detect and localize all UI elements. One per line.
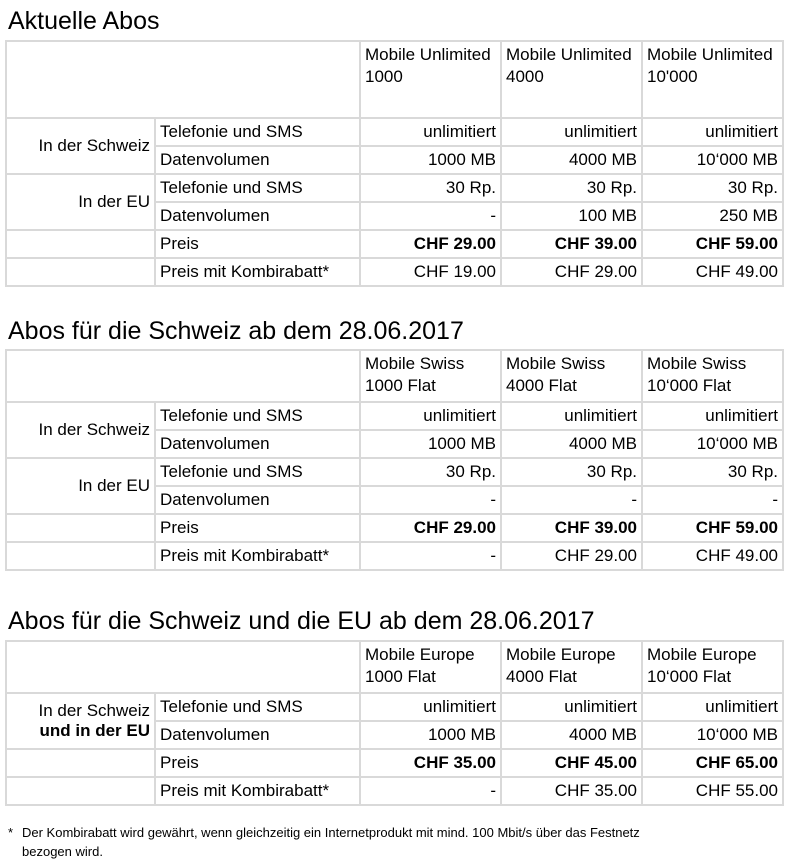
row-label: Datenvolumen (156, 722, 359, 748)
row-label: Preis (156, 515, 359, 541)
footnote-text: Der Kombirabatt wird gewährt, wenn gleichzeitig ein Internetprodukt mit mind. 100 Mbit/s über das Festnetz (22, 825, 640, 840)
value-cell: CHF 19.00 (361, 259, 500, 285)
row-label: Datenvolumen (156, 147, 359, 173)
table-row (7, 515, 782, 541)
footnote-line (8, 823, 778, 842)
blank-cell (7, 515, 154, 541)
table-row (7, 543, 782, 569)
value-cell: 1000 MB (361, 722, 500, 748)
value-cell: 4000 MB (502, 431, 641, 457)
value-cell: unlimitiert (643, 694, 782, 720)
footnote-text-continued: bezogen wird. (22, 844, 103, 859)
plan-header: Mobile Swiss 1000 Flat (361, 351, 500, 401)
plan-header: Mobile Swiss 10‘000 Flat (643, 351, 782, 401)
table-row (7, 231, 782, 257)
blank-cell (7, 750, 154, 776)
table-row (7, 175, 782, 201)
value-cell: 4000 MB (502, 722, 641, 748)
row-label: Telefonie und SMS (156, 694, 359, 720)
category-line-bold: und in der EU (39, 721, 150, 740)
row-label: Telefonie und SMS (156, 175, 359, 201)
row-label: Telefonie und SMS (156, 403, 359, 429)
header-blank-cell (7, 642, 359, 692)
value-cell: - (361, 778, 500, 804)
category-cell (7, 694, 154, 748)
value-cell: - (361, 543, 500, 569)
table-row (7, 259, 782, 285)
table-row (7, 750, 782, 776)
section-title: Abos für die Schweiz ab dem 28.06.2017 (8, 317, 464, 345)
value-cell: unlimitiert (361, 403, 500, 429)
footnote (8, 823, 778, 861)
price-cell: CHF 45.00 (502, 750, 641, 776)
category-cell: In der EU (7, 175, 154, 229)
category-cell: In der Schweiz (7, 119, 154, 173)
value-cell: unlimitiert (361, 694, 500, 720)
category-cell: In der EU (7, 459, 154, 513)
value-cell: unlimitiert (502, 119, 641, 145)
table-row (7, 403, 782, 429)
price-cell: CHF 59.00 (643, 515, 782, 541)
plan-header: Mobile Europe 1000 Flat (361, 642, 500, 692)
blank-cell (7, 231, 154, 257)
plan-header: Mobile Europe 10‘000 Flat (643, 642, 782, 692)
row-label: Preis mit Kombirabatt* (156, 259, 359, 285)
value-cell: 250 MB (643, 203, 782, 229)
value-cell: 10‘000 MB (643, 147, 782, 173)
row-label: Datenvolumen (156, 431, 359, 457)
blank-cell (7, 778, 154, 804)
price-cell: CHF 29.00 (361, 231, 500, 257)
value-cell: CHF 29.00 (502, 259, 641, 285)
price-cell: CHF 29.00 (361, 515, 500, 541)
row-label: Datenvolumen (156, 203, 359, 229)
value-cell: 30 Rp. (361, 175, 500, 201)
plan-header: Mobile Europe 4000 Flat (502, 642, 641, 692)
price-cell: CHF 59.00 (643, 231, 782, 257)
plan-header: Mobile Swiss 4000 Flat (502, 351, 641, 401)
value-cell: CHF 29.00 (502, 543, 641, 569)
value-cell: 100 MB (502, 203, 641, 229)
row-label: Preis mit Kombirabatt* (156, 543, 359, 569)
plans-table-swiss (5, 349, 784, 571)
category-cell: In der Schweiz (7, 403, 154, 457)
value-cell: CHF 49.00 (643, 543, 782, 569)
value-cell: 1000 MB (361, 431, 500, 457)
footnote-marker: * (8, 825, 14, 840)
section-title: Abos für die Schweiz und die EU ab dem 28.06.2017 (8, 607, 595, 635)
table-row (7, 778, 782, 804)
value-cell: - (361, 203, 500, 229)
value-cell: - (643, 487, 782, 513)
table-header-row (7, 42, 782, 117)
plans-table-europe (5, 640, 784, 806)
table-row (7, 459, 782, 485)
row-label: Telefonie und SMS (156, 119, 359, 145)
value-cell: unlimitiert (502, 694, 641, 720)
value-cell: 30 Rp. (502, 459, 641, 485)
value-cell: unlimitiert (643, 403, 782, 429)
plans-table-current (5, 40, 784, 287)
plan-header: Mobile Unlimited 1000 (361, 42, 500, 117)
blank-cell (7, 543, 154, 569)
row-label: Datenvolumen (156, 487, 359, 513)
value-cell: - (361, 487, 500, 513)
row-label: Preis (156, 750, 359, 776)
table-header-row (7, 351, 782, 401)
value-cell: unlimitiert (361, 119, 500, 145)
value-cell: 30 Rp. (643, 459, 782, 485)
value-cell: unlimitiert (502, 403, 641, 429)
row-label: Telefonie und SMS (156, 459, 359, 485)
blank-cell (7, 259, 154, 285)
price-cell: CHF 35.00 (361, 750, 500, 776)
plan-header: Mobile Unlimited 10'000 (643, 42, 782, 117)
value-cell: 10‘000 MB (643, 722, 782, 748)
price-cell: CHF 39.00 (502, 515, 641, 541)
table-row (7, 694, 782, 720)
row-label: Preis mit Kombirabatt* (156, 778, 359, 804)
value-cell: CHF 49.00 (643, 259, 782, 285)
table-header-row (7, 642, 782, 692)
header-blank-cell (7, 351, 359, 401)
price-cell: CHF 39.00 (502, 231, 641, 257)
value-cell: 30 Rp. (502, 175, 641, 201)
plan-header: Mobile Unlimited 4000 (502, 42, 641, 117)
value-cell: 1000 MB (361, 147, 500, 173)
value-cell: 30 Rp. (361, 459, 500, 485)
price-cell: CHF 65.00 (643, 750, 782, 776)
table-row (7, 119, 782, 145)
value-cell: CHF 35.00 (502, 778, 641, 804)
header-blank-cell (7, 42, 359, 117)
value-cell: unlimitiert (643, 119, 782, 145)
section-title: Aktuelle Abos (8, 7, 160, 35)
category-line: In der Schweiz (38, 701, 150, 720)
row-label: Preis (156, 231, 359, 257)
value-cell: - (502, 487, 641, 513)
value-cell: CHF 55.00 (643, 778, 782, 804)
value-cell: 10‘000 MB (643, 431, 782, 457)
value-cell: 4000 MB (502, 147, 641, 173)
value-cell: 30 Rp. (643, 175, 782, 201)
